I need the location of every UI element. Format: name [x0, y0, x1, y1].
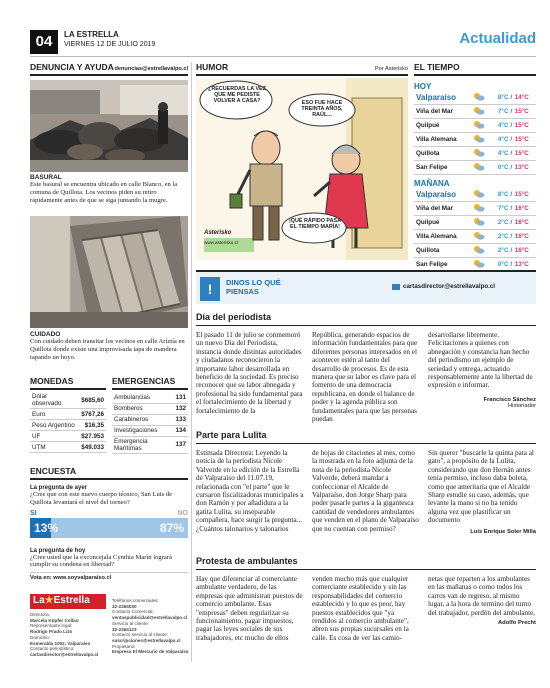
- partly-cloudy-icon: [471, 216, 492, 230]
- weather-high: 13°C: [513, 258, 536, 272]
- bubble-1: ¿RECUERDAS LA VEZ QUE ME PEDISTE VOLVER A CASA?: [208, 86, 266, 104]
- weather-low: 0°C: [492, 161, 511, 175]
- weather-high: 16°C: [513, 216, 536, 230]
- denuncia-email[interactable]: denuncias@estrellavalpo.cl: [114, 66, 188, 72]
- denuncia-title: DENUNCIA Y AYUDA: [30, 62, 114, 72]
- emergencia-row: [112, 425, 188, 436]
- weather-city: Quillota: [414, 244, 471, 258]
- monedas-title: MONEDAS: [30, 376, 106, 390]
- issue-date: VIERNES 12 DE JULIO 2019: [64, 41, 156, 48]
- weather-row: [414, 161, 536, 175]
- weather-high: 15°C: [513, 147, 536, 161]
- partly-cloudy-icon: [471, 188, 492, 202]
- weather-separator: /: [511, 230, 513, 244]
- credit-line: Servicio al cliente:: [112, 620, 150, 626]
- partly-cloudy-icon: [471, 244, 492, 258]
- weather-city: Valparaíso: [414, 91, 471, 105]
- weather-city: San Felipe: [414, 258, 471, 272]
- weather-high: 13°C: [513, 161, 536, 175]
- credit-line: Directora:: [30, 612, 50, 617]
- partly-cloudy-icon: [471, 161, 492, 175]
- moneda-row-value: $49.033: [81, 443, 104, 451]
- weather-separator: /: [511, 188, 513, 202]
- cuidado-caption: [30, 331, 188, 361]
- credits-col1: [30, 612, 108, 658]
- bubble-3: ¡QUÉ RÁPIDO PASA EL TIEMPO MARÍA!: [288, 218, 341, 230]
- weather-row: [414, 119, 536, 133]
- logo-prefix: La: [33, 595, 45, 606]
- paper-name: LA ESTRELLA: [64, 30, 119, 39]
- letter-2-col2: de hojas de citaciones al mes, como la mostrada en la foto adjunta de la nota de la periodista Nicole Valverde, deberá mandar a confeccionar el Alcalde de Valparaíso, don Jorge Sharp para poder pasarle partes a la gigantesca cantidad de vendedores ambulantes que venden en el plano de Valparaíso que no cuentan con permiso?: [312, 449, 419, 533]
- monedas-table: [30, 392, 106, 453]
- weather-separator: /: [511, 91, 513, 105]
- letter-3: [196, 556, 536, 642]
- letter-1-col1: El pasado 11 de julio se conmemoró un nuevo Día del Periodista, instancia donde distintas autoridades y ciudadanos reconocieron la importante labor desarrollada en beneficio de la sociedad. Es preciso reconocer que su labor abnegada y profesional ha sido fundamental para el fortalecimiento de la libertad y fortalecimiento de la: [196, 331, 303, 415]
- partly-cloudy-icon: [471, 133, 492, 147]
- weather-high: 14°C: [513, 91, 536, 105]
- letter-1-col3: desarrollarse libremente. Felicitaciones a quienes con abnegación y constancia han hecho del periodismo un ejemplo de seriedad y entrega, actuando responsablemente ante la libertad de expresión e informar.: [428, 331, 533, 390]
- weather-high: 15°C: [513, 133, 536, 147]
- weather-high: 16°C: [513, 244, 536, 258]
- emergencia-row-value: 134: [175, 427, 186, 434]
- letter-3-signature: Adolfo Precht: [497, 620, 536, 627]
- weather-row: [414, 230, 536, 244]
- encuesta-si-value: 13%: [34, 520, 59, 535]
- credit-line: 32-2264123: [112, 626, 137, 632]
- letter-2-signature: Luis Enrique Soler Milla: [470, 528, 536, 535]
- humor-header: [196, 62, 408, 76]
- estrella-logo: [30, 594, 106, 609]
- encuesta-yesterday-question: ¿Cree que con este nuevo cuerpo técnico, San Luis de Quillota levantará el nivel del torneo?: [30, 491, 173, 506]
- weather-row: [414, 244, 536, 258]
- weather-separator: /: [511, 133, 513, 147]
- weather-high: 15°C: [513, 105, 536, 119]
- monedas-section: [30, 376, 106, 453]
- encuesta-bar: [30, 518, 188, 538]
- humor-author: Por Asterisko: [375, 66, 408, 72]
- credit-line[interactable]: ventaspublicidad@estrellavalpo.cl: [112, 615, 188, 621]
- letter-1-title: Día del periodista: [196, 312, 536, 326]
- weather-low: 0°C: [492, 258, 511, 272]
- dinos-title: DINOS LO QUÉ PIENSAS: [226, 278, 281, 296]
- emergencias-title: EMERGENCIAS: [112, 376, 188, 390]
- weather-city: Villa Alemana: [414, 230, 471, 244]
- emergencia-row: [112, 392, 188, 403]
- weather-separator: /: [511, 147, 513, 161]
- partly-cloudy-icon: [471, 230, 492, 244]
- credit-line: Contacto Comercial:: [112, 609, 154, 615]
- weather-row: [414, 105, 536, 119]
- weather-city: Valparaíso: [414, 188, 471, 202]
- credit-line: Teléfonos comerciales:: [112, 598, 159, 603]
- partly-cloudy-icon: [471, 202, 492, 216]
- encuesta-today-question: ¿Cree usted que la exconcejala Cynthia Marín lograrà cumplir su condena en libertad?: [30, 553, 172, 569]
- credit-line: Propietario:: [112, 643, 136, 649]
- partly-cloudy-icon: [471, 147, 492, 161]
- page-number: 04: [30, 30, 58, 54]
- weather-low: 2°C: [492, 216, 511, 230]
- moneda-row-label: UTM: [30, 442, 79, 453]
- moneda-row-label: Dólar observado: [30, 392, 79, 409]
- exclamation-icon: !: [200, 277, 220, 301]
- cuidado-photo: [30, 216, 188, 328]
- encuesta-today-label: La pregunta de hoy: [30, 547, 86, 554]
- partly-cloudy-icon: [471, 119, 492, 133]
- weather-row: [414, 188, 536, 202]
- encuesta-si-label: SI: [30, 509, 37, 517]
- credit-line: Domicilio:: [30, 634, 50, 640]
- cuidado-text: Con cuidado deben transitar los vecinos en calle Aríztía en Quillota donde existe una improvisada tapa de mandera tapando un hoyo.: [30, 338, 185, 361]
- weather-separator: /: [511, 119, 513, 133]
- credit-line[interactable]: cartasdirector@estrellavalpo.cl: [30, 651, 99, 657]
- encuesta-no-value: 87%: [159, 520, 184, 535]
- weather-separator: /: [511, 244, 513, 258]
- dinos-email[interactable]: [392, 283, 495, 290]
- partly-cloudy-icon: [471, 91, 492, 105]
- weather-low: 8°C: [492, 188, 511, 202]
- weather-section: [414, 62, 536, 272]
- moneda-row-label: UF: [30, 431, 79, 442]
- emergencia-row-value: 133: [175, 416, 186, 423]
- moneda-row-value: $685,60: [79, 392, 106, 409]
- weather-tomorrow-table: [414, 188, 536, 272]
- weather-separator: /: [511, 202, 513, 216]
- letter-1: [196, 312, 536, 423]
- weather-city: Quilpué: [414, 119, 471, 133]
- weather-separator: /: [511, 216, 513, 230]
- weather-today-label: HOY: [414, 82, 432, 91]
- emergencia-row-value: 131: [173, 392, 188, 403]
- weather-city: San Felipe: [414, 161, 471, 175]
- credit-line: Rodrigo Prado Lizo: [30, 629, 73, 635]
- credit-line: Esmeralda 1002, Valparaíso: [30, 640, 91, 646]
- column-divider: [191, 62, 192, 662]
- basural-text: Este basural se encuentra ubicado en calle Blanco, en la comuna de Quillota. Los vecinos piden su retiro rápidamente antes de que se siga juntando la mugre.: [30, 181, 178, 204]
- weather-high: 16°C: [513, 230, 536, 244]
- weather-low: 7°C: [492, 202, 511, 216]
- weather-low: 7°C: [492, 105, 511, 119]
- weather-high: 15°C: [513, 188, 536, 202]
- emergencia-row-label: Investigaciones: [112, 425, 173, 436]
- letter-2-col3: Sin querer "buscarle la quinta pata al gato", a propósito de la Lulita, considerando que don Hernán antes tenía permiso, incluso daba boleta, como que ameritaría que el Alcalde Sharp estudie su caso, además, que levante la mano si no ha tenido alguna vez que plastificar un documento: [428, 449, 534, 525]
- emergencia-row: [112, 414, 188, 425]
- weather-low: 2°C: [492, 230, 511, 244]
- weather-city: Quilpué: [414, 216, 471, 230]
- section-title: Actualidad: [459, 30, 536, 47]
- weather-separator: /: [511, 258, 513, 272]
- weather-city: Villa Alemana: [414, 133, 471, 147]
- weather-low: 4°C: [492, 147, 511, 161]
- weather-city: Quillota: [414, 147, 471, 161]
- encuesta-yesterday-label: La pregunta de ayer: [30, 485, 88, 491]
- cartoon-site[interactable]: www.asterisko.cl: [204, 240, 238, 245]
- logo-star-icon: ★: [44, 595, 54, 606]
- emergencias-table: [112, 392, 188, 454]
- credit-line: Contacto servicio al cliente:: [112, 632, 168, 638]
- weather-row: [414, 91, 536, 105]
- weather-row: [414, 133, 536, 147]
- encuesta-title: ENCUESTA: [30, 466, 188, 480]
- credit-line: Marcela Küpfer Collao: [30, 617, 79, 623]
- moneda-row: [30, 420, 106, 431]
- weather-row: [414, 216, 536, 230]
- moneda-row: [30, 409, 106, 420]
- credits-col2: [112, 598, 192, 655]
- moneda-row-value: $767,26: [81, 410, 104, 418]
- moneda-row-value: $27.953: [81, 432, 104, 440]
- header-rule: [30, 56, 536, 57]
- moneda-row: [30, 392, 106, 409]
- letter-3-col2: venden mucho más que cualquier comerciante establecido y sin las responsabilidades del comercio establecido y lo que es peor, hay puestos establecidos que "ya rendidos al comercio ambulante", abren sus propias sucursales en la calle. Es cosa de ver las camio-: [312, 575, 409, 642]
- moneda-row-value: $16,35: [79, 420, 106, 431]
- weather-low: 4°C: [492, 119, 511, 133]
- basural-heading: BASURAL: [30, 174, 62, 181]
- encuesta-section: [30, 466, 188, 581]
- bubble-2: ESO FUE HACE TREINTA AÑOS, RAÚL...: [301, 100, 343, 118]
- cuidado-heading: CUIDADO: [30, 331, 61, 338]
- weather-today-table: [414, 91, 536, 175]
- emergencia-row: [112, 436, 188, 453]
- letter-1-signature-role: Historiador: [507, 402, 536, 409]
- moneda-row: [30, 431, 106, 442]
- credit-line[interactable]: suscripciones@estrellavalpo.cl: [112, 637, 181, 643]
- weather-separator: /: [511, 161, 513, 175]
- moneda-row-label: Euro: [30, 409, 79, 420]
- logo-name: Estrella: [53, 595, 90, 606]
- cartoon-signature: Asterisko: [204, 230, 232, 236]
- weather-high: 15°C: [513, 119, 536, 133]
- weather-title: EL TIEMPO: [414, 62, 536, 76]
- letter-3-col1: Hay que diferenciar al comerciante ambulante verdadero, de las empresas que administran puestos de comercio ambulante. Esas "empresas" deben regularizar su funcionamiento, pagar impuestos, pagar las leyes sociales de sus trabajadores, etc mucho de ellos: [196, 575, 303, 642]
- emergencia-row-label: Carabineros: [112, 414, 173, 425]
- weather-city: Viña del Mar: [414, 202, 471, 216]
- denuncia-section: [30, 62, 188, 76]
- basural-photo: [30, 80, 188, 172]
- credit-line: Empresa El Mercurio de Valparaíso: [112, 649, 189, 655]
- emergencia-row-value: 137: [173, 436, 188, 453]
- encuesta-no-label: NO: [177, 509, 188, 517]
- letter-2-title: Parte para Lulita: [196, 430, 536, 444]
- moneda-row-label: Peso Argentino: [30, 420, 79, 431]
- moneda-row: [30, 442, 106, 453]
- partly-cloudy-icon: [471, 105, 492, 119]
- weather-low: 8°C: [492, 91, 511, 105]
- weather-row: [414, 202, 536, 216]
- weather-row: [414, 147, 536, 161]
- letter-1-col2: República, generando espacios de información fundamentales para que diferentes personas interesados en el acontecer estén al tanto del desarrollo de procesos. Es de esta manera que su labor es clave para el fomento de una democracia republicana, en donde el balance de poder y la agenda pública son fundamentales para que las personas puedan: [312, 331, 418, 424]
- emergencia-row-label: Bomberos: [112, 403, 173, 414]
- letter-3-col3: netas que reparten a los ambulantes en las mañanas o como todos los carros van de regreso, al mismo lugar, a la hora de termino del turno del trabajador, perdón del ambulante,: [428, 575, 536, 617]
- weather-low: 4°C: [492, 133, 511, 147]
- basural-caption: [30, 174, 188, 204]
- weather-city: Viña del Mar: [414, 105, 471, 119]
- dinos-bar: [196, 270, 536, 304]
- emergencia-row-label: Ambulancias: [112, 392, 173, 403]
- emergencia-row: [112, 403, 188, 414]
- credit-line: Representante legal:: [30, 623, 73, 629]
- weather-tomorrow-label: MAÑANA: [414, 179, 450, 188]
- emergencia-row-label: Emergencia Marítimas: [112, 436, 173, 453]
- encuesta-vote-link[interactable]: Vota en: www.soyvalparaiso.cl: [30, 572, 188, 581]
- letter-1-signature: Francisco Sánchez: [483, 396, 536, 403]
- cartoon: [196, 78, 408, 260]
- letter-2: [196, 430, 536, 535]
- letter-2-col1: Estimada Directora: Leyendo la noticia de la periodista Nicole Valverde en la edición de la Estrella de Valparaíso del 11.07.19, relacionada con "el parte" que le cursaron fiscalizadoras municipales a don Ramón y por añadidura a la gatita Lulita, su inseparable compañera, hace surgir la pregunta... ¿Cuántos talonarios y talonarios: [196, 449, 304, 533]
- mail-icon: [392, 284, 400, 290]
- weather-separator: /: [511, 105, 513, 119]
- credit-line: Contacto periodístico:: [30, 646, 75, 652]
- dinos-email-text[interactable]: cartasdirector@estrellavalpo.cl: [403, 283, 496, 290]
- emergencias-section: [112, 376, 188, 454]
- humor-title: HUMOR: [196, 62, 229, 72]
- weather-high: 16°C: [513, 202, 536, 216]
- emergencia-row-value: 132: [175, 405, 186, 412]
- weather-low: 2°C: [492, 244, 511, 258]
- credit-line: 32-2264030: [112, 603, 137, 609]
- letter-3-title: Protesta de ambulantes: [196, 556, 536, 570]
